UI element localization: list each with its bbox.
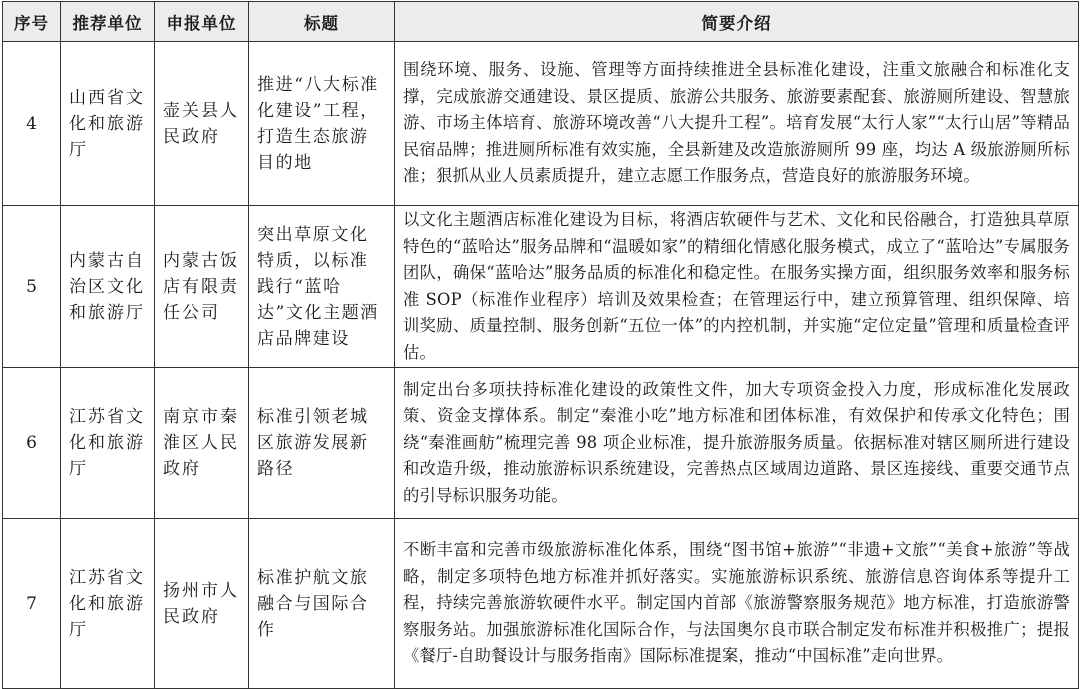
cell-recommender: 江苏省文化和旅游厅: [61, 368, 155, 519]
cell-recommender: 内蒙古自治区文化和旅游厅: [61, 206, 155, 368]
header-title: 标题: [249, 2, 395, 42]
cell-seq: 4: [3, 42, 61, 206]
table-row: [3, 42, 1079, 206]
table-row: [3, 206, 1079, 368]
cell-title: 标准引领老城区旅游发展新路径: [249, 368, 395, 519]
header-applicant: 申报单位: [155, 2, 249, 42]
cell-seq: 6: [3, 368, 61, 519]
header-row: [3, 2, 1079, 42]
header-intro: 简要介绍: [395, 2, 1079, 42]
cell-intro: 制定出台多项扶持标准化建设的政策性文件，加大专项资金投入力度，形成标准化发展政策、资金支撑体系。制定“秦淮小吃”地方标准和团体标准，有效保护和传承文化特色；围绕“秦淮画舫”梳理完善 98 项企业标准，提升旅游服务质量。依据标准对辖区厕所进行建设和改造升级，推动旅游标识系统建设，完善热点区域周边道路、景区连接线、重要交通节点的引导标识服务功能。: [395, 368, 1079, 519]
cell-seq: 5: [3, 206, 61, 368]
project-table: [2, 1, 1079, 689]
cell-title: 突出草原文化特质，以标准践行“蓝哈达”文化主题酒店品牌建设: [249, 206, 395, 368]
cell-applicant: 内蒙古饭店有限责任公司: [155, 206, 249, 368]
cell-recommender: 山西省文化和旅游厅: [61, 42, 155, 206]
header-seq: 序号: [3, 2, 61, 42]
cell-applicant: 扬州市人民政府: [155, 519, 249, 689]
cell-title: 推进“八大标准化建设”工程，打造生态旅游目的地: [249, 42, 395, 206]
table-row: [3, 519, 1079, 689]
cell-intro: 以文化主题酒店标准化建设为目标，将酒店软硬件与艺术、文化和民俗融合，打造独具草原特色的“蓝哈达”服务品牌和“温暖如家”的精细化情感化服务模式，成立了“蓝哈达”专属服务团队，确保“蓝哈达”服务品质的标准化和稳定性。在服务实操方面，组织服务效率和服务标准 SOP（标准作业程序）培训及效果检查；在管理运行中，建立预算管理、组织保障、培训奖励、质量控制、服务创新“五位一体”的内控机制，并实施“定位定量”管理和质量检查评估。: [395, 206, 1079, 368]
cell-title: 标准护航文旅融合与国际合作: [249, 519, 395, 689]
table-row: [3, 368, 1079, 519]
cell-applicant: 南京市秦淮区人民政府: [155, 368, 249, 519]
cell-applicant: 壶关县人民政府: [155, 42, 249, 206]
cell-intro: 围绕环境、服务、设施、管理等方面持续推进全县标准化建设，注重文旅融合和标准化支撑，完成旅游交通建设、景区提质、旅游公共服务、旅游要素配套、旅游厕所建设、智慧旅游、市场主体培育、旅游环境改善“八大提升工程”。培育发展“太行人家”“太行山居”等精品民宿品牌；推进厕所标准有效实施，全县新建及改造旅游厕所 99 座，均达 A 级旅游厕所标准；狠抓从业人员素质提升，建立志愿工作服务点，营造良好的旅游服务环境。: [395, 42, 1079, 206]
cell-recommender: 江苏省文化和旅游厅: [61, 519, 155, 689]
cell-intro: 不断丰富和完善市级旅游标准化体系，围绕“图书馆+旅游”“非遗+文旅”“美食+旅游”等战略，制定多项特色地方标准并抓好落实。实施旅游标识系统、旅游信息咨询体系等提升工程，持续完善旅游软硬件水平。制定国内首部《旅游警察服务规范》地方标准，打造旅游警察服务站。加强旅游标准化国际合作，与法国奥尔良市联合制定发布标准并积极推广；提报《餐厅-自助餐设计与服务指南》国际标准提案，推动“中国标准”走向世界。: [395, 519, 1079, 689]
header-recommender: 推荐单位: [61, 2, 155, 42]
cell-seq: 7: [3, 519, 61, 689]
